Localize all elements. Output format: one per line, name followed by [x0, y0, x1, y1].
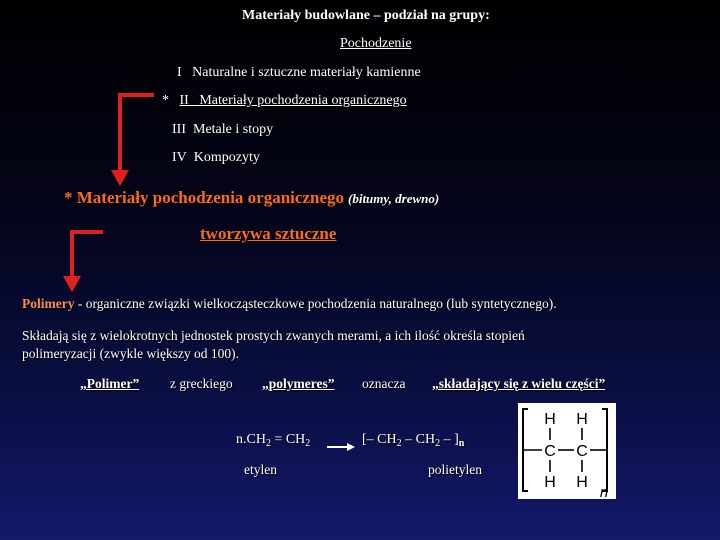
atom-h: H: [544, 474, 556, 491]
polymers-desc-1: Składają się z wielokrotnych jednostek prostych zwanych merami, a ich ilość określa stopień: [22, 328, 525, 343]
group-prefix: *: [162, 93, 169, 108]
etym-means: oznacza: [362, 376, 406, 391]
arrowhead-icon: [111, 170, 129, 186]
arrow-h: [118, 93, 154, 97]
subscript: n: [458, 438, 465, 449]
etym-from-greek: z greckiego: [170, 376, 233, 391]
group-label: Kompozyty: [193, 150, 260, 165]
etym-polymeres: „polymeres”: [262, 376, 335, 391]
group-label: Naturalne i sztuczne materiały kamienne: [192, 65, 421, 80]
etym-meaning: „składający się z wielu części”: [432, 376, 606, 391]
polymers-desc-2: polimeryzacji (zwykle większy od 100).: [22, 346, 240, 361]
formula-part: – ]: [440, 432, 459, 447]
product-formula: [362, 432, 464, 449]
group-num: III: [172, 122, 186, 137]
group-label: Materiały pochodzenia organicznego: [199, 93, 407, 108]
arrow-v: [70, 230, 74, 280]
repeat-n: n: [599, 484, 609, 499]
group-item-4: [172, 150, 260, 166]
subscript: 2: [435, 438, 441, 449]
polyethylene-structure: [518, 403, 616, 499]
group-item-2-underlined: [180, 93, 407, 108]
product-name: polietylen: [428, 462, 482, 477]
group-num: IV: [172, 150, 187, 165]
structure-svg: [518, 403, 616, 499]
atom-c: C: [544, 443, 556, 460]
group-item-1: [177, 65, 421, 81]
formula-part: = CH: [270, 432, 306, 447]
arrow-v: [118, 93, 122, 173]
atom-h: H: [576, 411, 588, 428]
group-item-2: [162, 93, 407, 109]
reaction-arrow-icon: [327, 439, 355, 457]
reactant-formula: [236, 432, 310, 449]
atom-h: H: [576, 474, 588, 491]
subscript: 2: [396, 438, 402, 449]
arrowhead-icon: [63, 276, 81, 292]
polymers-def: - organiczne związki wielkocząsteczkowe pochodzenia naturalnego (lub syntetycznego).: [74, 296, 557, 311]
organic-examples: (bitumy, drewno): [348, 191, 440, 206]
atom-h: H: [544, 411, 556, 428]
formula-part: [– CH: [362, 432, 397, 447]
organic-heading-text: * Materiały pochodzenia organicznego: [64, 188, 344, 207]
slide-title: Materiały budowlane – podział na grupy:: [242, 8, 490, 23]
polymers-definition: [22, 296, 557, 312]
plastics-label: tworzywa sztuczne: [200, 224, 337, 243]
polymers-term: Polimery: [22, 296, 75, 311]
formula-part: – CH: [401, 432, 436, 447]
reactant-name: etylen: [244, 462, 277, 477]
group-num: II: [179, 93, 189, 108]
subscript: 2: [305, 438, 311, 449]
atom-c: C: [576, 443, 588, 460]
arrow-h: [70, 230, 103, 234]
etym-polimer: „Polimer”: [80, 376, 140, 391]
group-num: I: [177, 65, 182, 80]
group-item-3: [172, 122, 273, 138]
formula-part: n.CH: [236, 432, 266, 447]
organic-heading: [64, 188, 439, 208]
origin-heading: Pochodzenie: [340, 36, 412, 51]
reaction-arrow-svg: [327, 442, 355, 452]
group-label: Metale i stopy: [193, 122, 274, 137]
subscript: 2: [265, 438, 271, 449]
